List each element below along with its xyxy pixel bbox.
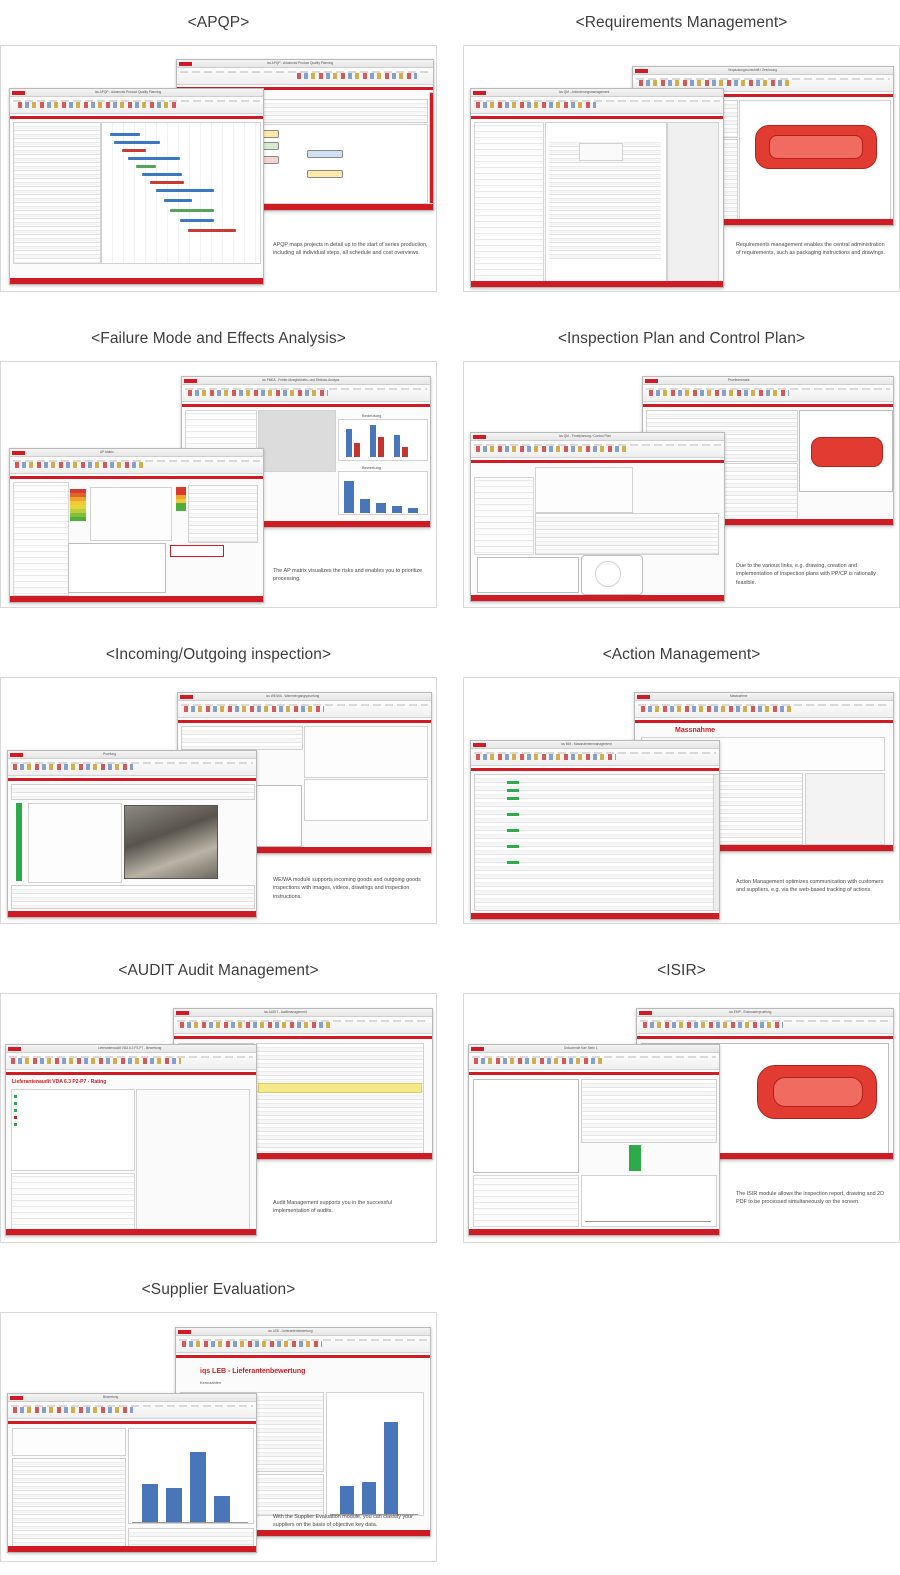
section-title-supplier-evaluation: <Supplier Evaluation> bbox=[141, 1281, 296, 1298]
status-bar bbox=[6, 1229, 256, 1235]
part-graphic-detail bbox=[769, 135, 863, 159]
section-title-isir: <ISIR> bbox=[657, 962, 706, 979]
fmea-form-tree[interactable] bbox=[13, 482, 69, 596]
status-bar bbox=[10, 596, 263, 602]
window-title: ics QM - Pruefplanung / Control Plan bbox=[559, 434, 611, 438]
ribbon-icons[interactable] bbox=[13, 1407, 133, 1413]
criteria-status bbox=[14, 1116, 17, 1119]
section-fmea bbox=[0, 320, 437, 608]
risk-table[interactable] bbox=[188, 485, 258, 543]
chart-bar bbox=[370, 425, 376, 457]
status-bar bbox=[471, 595, 724, 601]
status-column bbox=[507, 797, 519, 800]
ribbon-icons[interactable] bbox=[180, 1022, 330, 1028]
chart-bar bbox=[142, 1484, 158, 1522]
supplier-rows[interactable] bbox=[12, 1458, 126, 1550]
screenshot-incoming-outgoing bbox=[0, 677, 437, 924]
window-title: ics APQP - Advanced Product Quality Planning bbox=[267, 61, 334, 65]
chart-axis bbox=[585, 1221, 711, 1222]
action-sidepane[interactable] bbox=[805, 773, 885, 845]
callout-box bbox=[170, 545, 224, 557]
side-pane[interactable] bbox=[429, 92, 434, 204]
ap-heatmap[interactable] bbox=[70, 489, 86, 521]
ribbon-icons[interactable] bbox=[476, 102, 596, 108]
plan-form[interactable] bbox=[535, 467, 633, 513]
gantt-bar[interactable] bbox=[110, 133, 140, 136]
chart-bar bbox=[354, 443, 360, 457]
status-column bbox=[507, 861, 519, 864]
risk-color-column bbox=[176, 487, 186, 511]
apqp-window-front[interactable] bbox=[9, 88, 264, 285]
chart-bar bbox=[346, 429, 352, 457]
gantt-bar[interactable] bbox=[150, 181, 184, 184]
supplier-header-form[interactable] bbox=[12, 1428, 126, 1456]
window-body bbox=[469, 1075, 719, 1229]
ribbon-icons[interactable] bbox=[476, 446, 626, 452]
caption-fmea: The AP matrix visualizes the risks and enables you to prioritize processing. bbox=[273, 568, 423, 583]
status-bar bbox=[8, 911, 256, 917]
chart-label-bewertung: Bewertung bbox=[362, 465, 382, 470]
isir-measurement-table[interactable] bbox=[581, 1079, 717, 1143]
plan-table[interactable] bbox=[535, 513, 719, 555]
screenshot-inspection-plan bbox=[463, 361, 900, 608]
screenshot-supplier-evaluation bbox=[0, 1312, 437, 1562]
section-title-action-management: <Action Management> bbox=[602, 646, 761, 663]
window-title: Pruefmerkmale bbox=[728, 378, 750, 382]
ribbon-icons[interactable] bbox=[474, 1058, 604, 1064]
gantt-bar[interactable] bbox=[114, 141, 160, 144]
caption-supplier-evaluation: With the Supplier Evaluation module, you can classify your suppliers on the basis of objective key data. bbox=[273, 1514, 413, 1529]
status-bar bbox=[471, 913, 719, 919]
ribbon-icons[interactable] bbox=[184, 706, 324, 712]
measurement-panel[interactable] bbox=[304, 726, 428, 778]
ribbon-icons[interactable] bbox=[11, 1058, 181, 1064]
section-supplier-evaluation bbox=[0, 1271, 437, 1562]
section-title-fmea: <Failure Mode and Effects Analysis> bbox=[91, 330, 346, 347]
section-audit-management bbox=[0, 952, 437, 1243]
ribbon-icons[interactable] bbox=[18, 102, 178, 108]
ribbon-icons[interactable] bbox=[641, 706, 791, 712]
window-title: ics MM - Massnahmenmanagement bbox=[561, 742, 612, 746]
inspection-photo[interactable] bbox=[124, 805, 218, 879]
section-inspection-plan bbox=[463, 320, 900, 608]
caption-inspection-plan: Due to the various links, e.g. drawing, creation and implementation of inspection plans with PP/CP is rationally feasible. bbox=[736, 563, 876, 586]
technical-drawing[interactable] bbox=[68, 543, 166, 593]
isir-tree[interactable] bbox=[473, 1175, 579, 1227]
gantt-bar[interactable] bbox=[128, 157, 180, 160]
window-title: Dokumente fuer Serie 1 bbox=[564, 1046, 598, 1050]
highlight-row bbox=[258, 1083, 422, 1093]
window-title: Pruefung bbox=[103, 752, 116, 756]
chart-bar bbox=[344, 481, 354, 513]
chart-axis bbox=[132, 1522, 248, 1523]
caption-incoming-outgoing: WE/WA module supports incoming goods and outgoing goods inspections with images, videos, drawings and inspection instructions. bbox=[273, 877, 421, 900]
status-column bbox=[507, 781, 519, 784]
window-title: Massnahme bbox=[730, 694, 748, 698]
window-body bbox=[6, 1075, 256, 1229]
isir-drawing[interactable] bbox=[473, 1079, 579, 1173]
mindmap-node[interactable] bbox=[307, 150, 343, 158]
chart-bar bbox=[360, 499, 370, 513]
gantt-bar[interactable] bbox=[122, 149, 146, 152]
chart-bar bbox=[376, 503, 386, 513]
ribbon-icons[interactable] bbox=[476, 754, 616, 760]
section-title-audit-management: <AUDIT Audit Management> bbox=[118, 962, 319, 979]
criteria-status bbox=[14, 1123, 17, 1126]
window-title: ics APQP - Advanced Product Quality Planning bbox=[95, 90, 162, 94]
mindmap-node[interactable] bbox=[307, 170, 343, 178]
measurement-drawing[interactable] bbox=[477, 557, 579, 593]
window-body bbox=[8, 781, 256, 911]
vertical-scrollbar[interactable] bbox=[713, 774, 720, 911]
requirements-window-front[interactable] bbox=[470, 88, 724, 288]
section-title-apqp: <APQP> bbox=[187, 14, 250, 31]
window-body bbox=[471, 771, 719, 913]
section-title-inspection-plan: <Inspection Plan and Control Plan> bbox=[557, 330, 806, 347]
drawing-circle bbox=[595, 561, 621, 587]
inspection-footer-table[interactable] bbox=[11, 885, 255, 909]
section-title-incoming-outgoing: <Incoming/Outgoing inspection> bbox=[105, 646, 332, 663]
audit-tree[interactable] bbox=[11, 1173, 135, 1233]
supplier-heading: iqs LEB - Lieferantenbewertung bbox=[200, 1368, 306, 1375]
audit-criteria-list[interactable] bbox=[11, 1089, 135, 1171]
audit-window-front[interactable] bbox=[5, 1044, 257, 1236]
section-incoming-outgoing bbox=[0, 636, 437, 924]
part-graphic-detail bbox=[773, 1077, 863, 1107]
screenshot-fmea bbox=[0, 361, 437, 608]
inspection-window-front[interactable] bbox=[7, 750, 257, 918]
ribbon-icons[interactable] bbox=[639, 80, 789, 86]
window-title: ics EMP - Erstmusterpruefung bbox=[729, 1010, 772, 1014]
screenshot-apqp bbox=[0, 45, 437, 292]
window-title: ics AUDIT - Auditmanagement bbox=[264, 1010, 307, 1014]
ribbon-icons[interactable] bbox=[182, 1341, 322, 1347]
chart-bar bbox=[214, 1496, 230, 1522]
isir-window-front[interactable] bbox=[468, 1044, 720, 1236]
gantt-bar[interactable] bbox=[188, 229, 236, 232]
caption-requirements: Requirements management enables the central administration of requirements, such as packaging instructions and drawings. bbox=[736, 242, 885, 257]
form-heading: Massnahme bbox=[675, 727, 716, 734]
chart-bar bbox=[190, 1452, 206, 1522]
window-body bbox=[471, 463, 724, 595]
section-action-management bbox=[463, 636, 900, 924]
caption-action-management: Action Management optimizes communication with customers and suppliers, e.g. via the web-based tracking of actions. bbox=[736, 879, 884, 894]
gantt-bar[interactable] bbox=[136, 165, 156, 168]
criteria-status bbox=[14, 1109, 17, 1112]
caption-isir: The ISIR module allows the inspection report, drawing and 2D PDF to be processed simultaneously on the screen. bbox=[736, 1191, 885, 1206]
ribbon-icons[interactable] bbox=[649, 390, 789, 396]
fmea-window-front[interactable] bbox=[9, 448, 264, 603]
audit-question-table[interactable] bbox=[256, 1043, 424, 1155]
audit-detail-form[interactable] bbox=[136, 1089, 250, 1233]
status-bar bbox=[469, 1229, 719, 1235]
status-column bbox=[507, 813, 519, 816]
window-title: ics LEB - Lieferantenbewertung bbox=[268, 1329, 313, 1333]
caption-apqp: APQP maps projects in detail up to the start of series production, including all individual steps, all schedule and cost overviews. bbox=[273, 242, 428, 257]
document-sidebar[interactable] bbox=[667, 122, 719, 282]
status-column bbox=[507, 845, 519, 848]
caption-audit-management: Audit Management supports you in the successful implementation of audits. bbox=[273, 1200, 392, 1215]
window-title: AP Matrix bbox=[100, 450, 114, 454]
criteria-status bbox=[14, 1102, 17, 1105]
chart-bar bbox=[362, 1482, 376, 1514]
section-apqp bbox=[0, 4, 437, 292]
gantt-bar[interactable] bbox=[142, 173, 182, 176]
gantt-table[interactable] bbox=[13, 122, 101, 264]
chart-bar bbox=[394, 435, 400, 457]
chart-bar bbox=[402, 447, 408, 457]
section-isir bbox=[463, 952, 900, 1243]
chart-bar bbox=[166, 1488, 182, 1522]
part-graphic bbox=[811, 437, 883, 467]
ribbon-icons[interactable] bbox=[13, 764, 133, 770]
window-title: ics QM - Anforderungsmanagement bbox=[559, 90, 610, 94]
order-table[interactable] bbox=[181, 726, 303, 750]
requirement-tree[interactable] bbox=[474, 122, 544, 282]
ribbon-icons[interactable] bbox=[188, 390, 328, 396]
window-body bbox=[471, 119, 723, 281]
capability-chart[interactable] bbox=[581, 1175, 717, 1227]
chart-bar bbox=[384, 1422, 398, 1514]
tolerance-indicator bbox=[629, 1145, 641, 1171]
chart-bar bbox=[408, 508, 418, 513]
action-list-table[interactable] bbox=[474, 774, 714, 911]
value-form[interactable] bbox=[28, 803, 122, 883]
value-indicator bbox=[16, 803, 22, 881]
inspection-window-front[interactable] bbox=[470, 432, 725, 602]
ribbon-icons[interactable] bbox=[15, 462, 145, 468]
status-bar bbox=[8, 1546, 256, 1552]
ribbon-icons[interactable] bbox=[643, 1022, 783, 1028]
screenshot-requirements bbox=[463, 45, 900, 292]
window-title: Verpackungsvorschrift / Zeichnung bbox=[728, 68, 777, 72]
ribbon-icons[interactable] bbox=[297, 73, 417, 79]
chart-label-bedeutung: Bedeutung bbox=[362, 413, 382, 418]
action-window-front[interactable] bbox=[470, 740, 720, 920]
status-column bbox=[507, 789, 519, 792]
gantt-bar[interactable] bbox=[164, 199, 192, 202]
inspection-header[interactable] bbox=[11, 784, 255, 800]
plan-tree[interactable] bbox=[474, 477, 534, 555]
dialog-box[interactable] bbox=[579, 143, 623, 161]
gantt-bar[interactable] bbox=[156, 189, 214, 192]
window-title: ics WE/WA - Wareneingangspruefung bbox=[266, 694, 320, 698]
supplier-window-front[interactable] bbox=[7, 1393, 257, 1553]
chart-bar bbox=[378, 437, 384, 457]
screenshot-isir bbox=[463, 993, 900, 1243]
audit-heading: Lieferantenaudit VDA 6.3 P2-P7 - Rating bbox=[12, 1079, 107, 1085]
section-title-requirements: <Requirements Management> bbox=[575, 14, 788, 31]
gantt-bar[interactable] bbox=[170, 209, 214, 212]
status-bar bbox=[471, 281, 723, 287]
window-title: Bewertung bbox=[103, 1395, 119, 1399]
section-requirements-management bbox=[463, 4, 900, 292]
supplier-subheading: Kennzahlen bbox=[200, 1380, 222, 1385]
window-title: ics FMEA - Fehler-Moeglichkeits- und Einfluss-Analyse bbox=[262, 378, 340, 382]
chart-bar bbox=[340, 1486, 354, 1514]
ap-matrix[interactable] bbox=[258, 410, 336, 472]
chart-panel[interactable] bbox=[304, 779, 428, 821]
chart-bar bbox=[392, 506, 402, 513]
window-title: Lieferantenaudit VDA 6.3 P2-P7 - Bewertung bbox=[98, 1046, 162, 1050]
status-bar bbox=[10, 278, 263, 284]
window-body bbox=[10, 479, 263, 596]
window-body bbox=[8, 1424, 256, 1546]
screenshot-audit-management bbox=[0, 993, 437, 1243]
detail-form[interactable] bbox=[90, 487, 172, 541]
status-column bbox=[507, 829, 519, 832]
window-body bbox=[10, 119, 263, 278]
screenshot-action-management bbox=[463, 677, 900, 924]
criteria-status bbox=[14, 1095, 17, 1098]
gantt-bar[interactable] bbox=[180, 219, 214, 222]
section-grid bbox=[0, 4, 900, 1562]
